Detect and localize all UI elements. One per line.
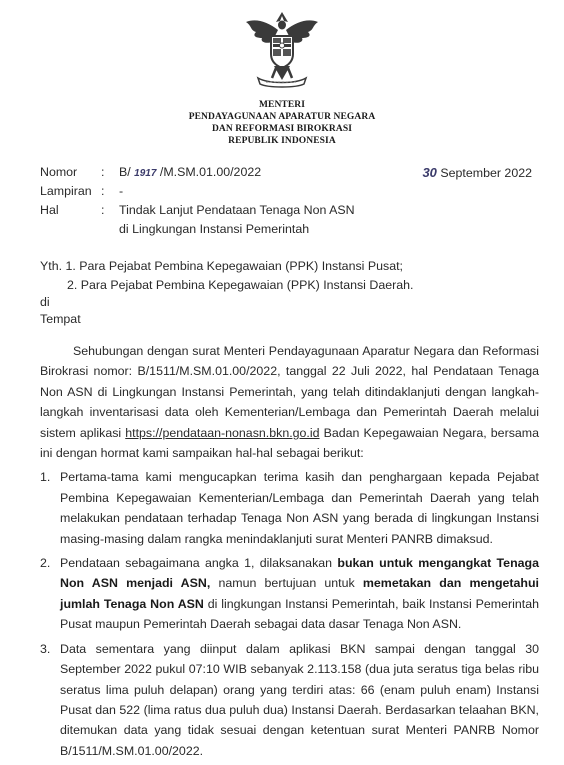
points-list <box>40 467 539 761</box>
hal-colon: : <box>101 203 105 217</box>
hal-line-1: Tindak Lanjut Pendataan Tenaga Non ASN <box>119 203 355 217</box>
nomor-handwritten: 1917 <box>134 168 157 179</box>
item-2-text-e: di lingkungan Instansi Pemerintah, baik Instansi Pemerintah Pusat maupun Pemerintah Daerah sebagai data dasar Tenaga Non ASN. <box>60 596 539 632</box>
address-tempat: Tempat <box>40 312 81 326</box>
letterhead-line-4: REPUBLIK INDONESIA <box>228 136 336 146</box>
letterhead-line-3: DAN REFORMASI BIROKRASI <box>211 124 353 134</box>
pendataan-link[interactable]: https://pendataan-nonasn.bkn.go.id <box>125 425 320 440</box>
lampiran-label: Lampiran <box>40 184 92 198</box>
item-1-text: Pertama-tama kami mengucapkan terima kasih dan penghargaan kepada Pejabat Pembina Kepegawaian Kementerian/Lembaga dan Pemerintah Daerah yang telah melakukan pendataan terhadap Tenaga Non ASN yang berada di lingkungan Instansi masing-masing dalam rangka menindaklanjuti surat Menteri PANRB dimaksud. <box>60 470 539 546</box>
recipient-line-1: Yth. 1. Para Pejabat Pembina Kepegawaian (PPK) Instansi Pusat; <box>40 259 403 273</box>
item-3-text: Data sementara yang diinput dalam aplikasi BKN sampai dengan tanggal 30 September 2022 pukul 07:10 WIB sebanyak 2.113.158 (dua juta seratus tiga belas ribu seratus lima puluh delapan) orang yang terdiri atas: 66 (enam puluh enam) Instansi Pusat dan 522 (lima ratus dua puluh dua) Instansi Daerah. Berdasarkan telaahan BKN, ditemukan data yang tidak sesuai dengan ketentuan surat Menteri PANRB Nomor B/1511/M.SM.01.00/2022. <box>60 641 539 758</box>
nomor-suffix: /M.SM.01.00/2022 <box>159 165 262 179</box>
lampiran-colon: : <box>101 184 105 198</box>
nomor-label: Nomor <box>40 165 78 179</box>
letter-meta <box>40 163 540 239</box>
list-item-3 <box>40 639 539 761</box>
intro-paragraph <box>40 341 539 463</box>
letter-body <box>40 341 539 765</box>
nomor-prefix: B/ <box>119 165 131 179</box>
intro-text-2: Badan Kepegawaian Negara, bersama ini dengan hormat kami sampaikan hal-hal sebagai berikut: <box>40 425 539 461</box>
recipient-line-2: 2. Para Pejabat Pembina Kepegawaian (PPK) Instansi Daerah. <box>67 278 414 292</box>
hal-label: Hal <box>40 203 59 217</box>
lampiran-row <box>40 182 540 201</box>
item-1-number: 1. <box>40 470 51 485</box>
letterhead-line-1: MENTERI <box>258 100 306 110</box>
nomor-row <box>40 163 540 182</box>
list-item-2 <box>40 553 539 635</box>
nomor-value <box>119 163 261 183</box>
recipient-address <box>40 257 540 326</box>
item-2-text-c: namun bertujuan untuk <box>210 576 363 591</box>
date-handwritten-day: 30 <box>422 165 437 180</box>
hal-row <box>40 201 540 239</box>
letterhead-line-2: PENDAYAGUNAAN APARATUR NEGARA <box>188 112 376 122</box>
lampiran-value: - <box>119 184 124 198</box>
nomor-colon: : <box>101 165 105 179</box>
item-2-bold-1: bukan untuk mengangkat Tenaga Non ASN menjadi ASN, <box>60 556 539 591</box>
hal-line-2: di Lingkungan Instansi Pemerintah <box>119 222 310 236</box>
address-di: di <box>40 295 50 309</box>
letter-date <box>422 163 532 183</box>
date-rest: September 2022 <box>440 166 532 180</box>
intro-text-1: Sehubungan dengan surat Menteri Pendayagunaan Aparatur Negara dan Reformasi Birokrasi nomor: B/1511/M.SM.01.00/2022, tanggal 22 Juli 2022, hal Pendataan Tenaga Non ASN di Lingkungan Instansi Pemerintah, yang telah ditindaklanjuti dengan langkah-langkah inventarisasi data oleh Kementerian/Lembaga dan Pemerintah Daerah melalui sistem aplikasi <box>40 344 539 440</box>
letterhead <box>0 99 564 147</box>
item-2-text-a: Pendataan sebagaimana angka 1, dilaksanakan <box>60 556 338 571</box>
item-2-bold-2: memetakan dan mengetahui jumlah Tenaga Non ASN <box>60 576 539 611</box>
item-2-number: 2. <box>40 556 51 571</box>
item-3-number: 3. <box>40 641 51 656</box>
garuda-emblem-icon <box>240 8 324 92</box>
list-item-1 <box>40 467 539 549</box>
